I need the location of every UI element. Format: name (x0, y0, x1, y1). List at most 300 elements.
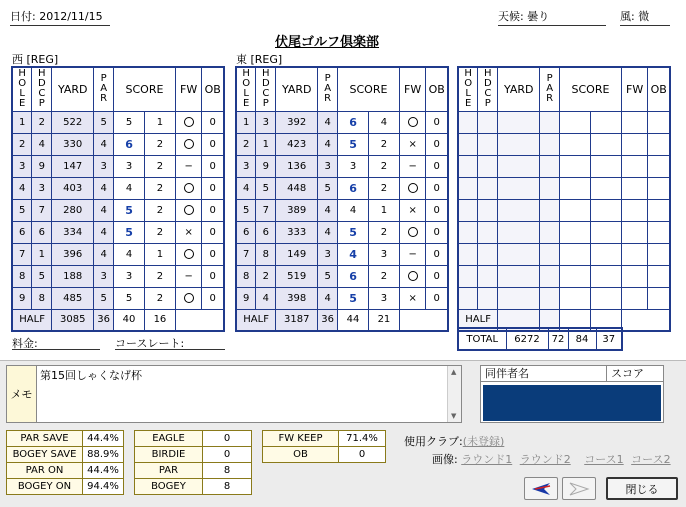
hole-ob[interactable]: 0 (426, 265, 448, 287)
hole-number: 7 (236, 243, 256, 265)
fee-label: 料金: (12, 337, 38, 350)
yard-header: YARD (52, 67, 94, 111)
east-hole-row[interactable] (236, 155, 448, 177)
hole-hdcp: 4 (256, 287, 276, 309)
stat-row (263, 431, 386, 447)
hole-score[interactable]: 4 (114, 177, 145, 199)
hole-fw[interactable] (175, 155, 202, 177)
fairway-hit-icon (408, 271, 418, 281)
east-hole-row[interactable] (236, 199, 448, 221)
hole-hdcp: 3 (256, 111, 276, 133)
fairway-hit-icon (408, 117, 418, 127)
hole-ob[interactable]: 0 (426, 199, 448, 221)
stat-row (7, 463, 124, 479)
hole-number: 8 (236, 265, 256, 287)
scroll-down-icon[interactable]: ▼ (451, 412, 457, 420)
hole-number: 6 (236, 221, 256, 243)
hole-putts[interactable]: 2 (368, 177, 399, 199)
companion-name-header: 同伴者名 (481, 366, 607, 381)
hole-number: 7 (12, 243, 32, 265)
half-score: 44 (338, 309, 369, 331)
hole-hdcp: 1 (256, 133, 276, 155)
hole-par: 3 (318, 243, 338, 265)
hole-yard: 522 (52, 111, 94, 133)
stat-value: 0 (203, 447, 252, 463)
west-hole-row[interactable] (12, 155, 224, 177)
clubs-link[interactable]: (未登録) (462, 435, 505, 448)
hole-par: 4 (318, 287, 338, 309)
hole-number: 2 (236, 133, 256, 155)
fairway-na-icon: − (408, 248, 417, 260)
stat-label: BIRDIE (135, 447, 203, 463)
clubs-label: 使用クラブ: (404, 435, 463, 448)
hole-fw[interactable] (175, 287, 202, 309)
hole-fw[interactable] (399, 133, 426, 155)
hole-fw[interactable] (175, 111, 202, 133)
arrow-left-icon (530, 482, 552, 496)
hole-putts[interactable]: 2 (368, 133, 399, 155)
hole-score[interactable]: 5 (114, 199, 145, 221)
half-yard: 3187 (276, 309, 318, 331)
wind-field: 風: 微 (620, 10, 670, 26)
memo-scrollbar[interactable] (447, 366, 461, 422)
half-putts: 16 (144, 309, 175, 331)
hole-putts[interactable]: 2 (368, 221, 399, 243)
blank-hole-row[interactable] (458, 243, 670, 265)
hole-par: 4 (318, 111, 338, 133)
half-yard: 3085 (52, 309, 94, 331)
hole-number: 8 (12, 265, 32, 287)
fairway-hit-icon (184, 183, 194, 193)
course-rate-underline (115, 349, 225, 350)
hole-fw[interactable] (399, 155, 426, 177)
hole-fw[interactable] (399, 177, 426, 199)
west-hole-row[interactable] (12, 199, 224, 221)
hole-score[interactable]: 5 (338, 287, 369, 309)
stat-value: 44.4% (83, 431, 124, 447)
hole-score[interactable]: 5 (114, 287, 145, 309)
hole-putts[interactable]: 2 (144, 155, 175, 177)
hole-yard: 333 (276, 221, 318, 243)
prev-button[interactable] (524, 477, 558, 500)
hole-putts[interactable]: 1 (368, 199, 399, 221)
clubs-row (404, 433, 504, 449)
hole-score[interactable]: 5 (338, 133, 369, 155)
fee-underline (12, 349, 100, 350)
west-course-label: 西 [REG] (12, 53, 59, 66)
east-hole-row[interactable] (236, 287, 448, 309)
scroll-up-icon[interactable]: ▲ (451, 368, 457, 376)
hole-putts[interactable]: 2 (144, 199, 175, 221)
hole-putts[interactable]: 2 (144, 221, 175, 243)
memo-label: メモ (7, 366, 37, 422)
hole-score[interactable]: 3 (114, 265, 145, 287)
hole-yard: 398 (276, 287, 318, 309)
total-putts: 37 (596, 328, 622, 350)
hole-yard: 396 (52, 243, 94, 265)
stat-row (7, 447, 124, 463)
date-field: 日付: 2012/11/15 (10, 10, 110, 26)
half-par: 36 (318, 309, 338, 331)
stat-label: BOGEY SAVE (7, 447, 83, 463)
fw-header: FW (175, 67, 202, 111)
fairway-hit-icon (408, 183, 418, 193)
hole-ob[interactable]: 0 (202, 199, 224, 221)
west-hole-row[interactable] (12, 111, 224, 133)
west-hole-row[interactable] (12, 133, 224, 155)
hole-ob[interactable]: 0 (202, 177, 224, 199)
hole-putts[interactable]: 2 (144, 177, 175, 199)
stat-label: BOGEY ON (7, 479, 83, 495)
hole-ob[interactable]: 0 (426, 133, 448, 155)
fairway-na-icon: − (184, 270, 193, 282)
stat-label: OB (263, 447, 339, 463)
hole-yard: 334 (52, 221, 94, 243)
hole-score[interactable]: 6 (114, 133, 145, 155)
image-link-course2[interactable]: コース2 (631, 453, 671, 466)
hole-number: 9 (236, 287, 256, 309)
hole-ob[interactable]: 0 (426, 155, 448, 177)
hole-score[interactable]: 3 (338, 155, 369, 177)
hdcp-header: HDCP (256, 67, 276, 111)
hole-score[interactable]: 5 (114, 111, 145, 133)
hole-par: 4 (94, 133, 114, 155)
hole-putts[interactable]: 2 (368, 265, 399, 287)
hole-par: 5 (94, 111, 114, 133)
fairway-miss-icon: × (184, 226, 193, 238)
hole-score[interactable]: 6 (338, 177, 369, 199)
hole-par: 3 (94, 265, 114, 287)
hole-ob[interactable]: 0 (202, 111, 224, 133)
stat-row (135, 447, 252, 463)
hole-putts[interactable]: 2 (144, 133, 175, 155)
fairway-miss-icon: × (408, 138, 417, 150)
hole-yard: 392 (276, 111, 318, 133)
hole-number: 1 (236, 111, 256, 133)
stat-value: 8 (203, 479, 252, 495)
total-par: 72 (548, 328, 568, 350)
hole-hdcp: 6 (32, 221, 52, 243)
hole-hdcp: 9 (256, 155, 276, 177)
fw-header: FW (399, 67, 426, 111)
half-score: 40 (114, 309, 145, 331)
stat-row (135, 431, 252, 447)
hole-par: 4 (94, 221, 114, 243)
stat-value: 0 (339, 447, 386, 463)
hole-yard: 330 (52, 133, 94, 155)
par-header: PAR (540, 67, 560, 111)
stat-row (7, 479, 124, 495)
blank-hole-row[interactable] (458, 199, 670, 221)
fairway-hit-icon (184, 249, 194, 259)
ob-header: OB (648, 67, 670, 111)
hole-fw[interactable] (399, 221, 426, 243)
fairway-hit-icon (184, 293, 194, 303)
hole-fw[interactable] (175, 221, 202, 243)
stat-value: 71.4% (339, 431, 386, 447)
hole-score[interactable]: 4 (338, 243, 369, 265)
hole-hdcp: 7 (256, 199, 276, 221)
hole-hdcp: 9 (32, 155, 52, 177)
fairway-hit-icon (184, 205, 194, 215)
total-yard: 6272 (506, 328, 548, 350)
hole-score[interactable]: 4 (114, 243, 145, 265)
hole-putts[interactable]: 1 (144, 111, 175, 133)
hole-putts[interactable]: 2 (144, 265, 175, 287)
hole-fw[interactable] (175, 133, 202, 155)
west-hole-row[interactable] (12, 287, 224, 309)
hole-par: 5 (318, 177, 338, 199)
hole-ob[interactable]: 0 (202, 133, 224, 155)
hole-score[interactable]: 6 (338, 265, 369, 287)
yard-header: YARD (498, 67, 540, 111)
hole-number: 6 (12, 221, 32, 243)
companions-header (481, 366, 663, 382)
stat-label: BOGEY (135, 479, 203, 495)
east-hole-row[interactable] (236, 243, 448, 265)
blank-hole-row[interactable] (458, 177, 670, 199)
third-scorecard (457, 66, 671, 332)
hole-hdcp: 5 (32, 265, 52, 287)
hole-ob[interactable]: 0 (426, 111, 448, 133)
next-button[interactable] (562, 477, 596, 500)
image-link-course1[interactable]: コース1 (584, 453, 624, 466)
hole-yard: 188 (52, 265, 94, 287)
half-label: HALF (12, 309, 52, 331)
hole-par: 4 (318, 133, 338, 155)
fairway-na-icon: − (408, 160, 417, 172)
hole-par: 4 (94, 199, 114, 221)
hole-score[interactable]: 3 (114, 155, 145, 177)
hole-fw[interactable] (175, 243, 202, 265)
hole-yard: 389 (276, 199, 318, 221)
total-score: 84 (568, 328, 596, 350)
blank-hole-row[interactable] (458, 133, 670, 155)
stat-value: 8 (203, 463, 252, 479)
west-hole-row[interactable] (12, 221, 224, 243)
total-row (457, 327, 623, 351)
hole-number: 5 (236, 199, 256, 221)
hole-yard: 423 (276, 133, 318, 155)
stat-label: PAR SAVE (7, 431, 83, 447)
half-par: 36 (94, 309, 114, 331)
hole-hdcp: 8 (256, 243, 276, 265)
west-half-row (12, 309, 224, 331)
hole-number: 5 (12, 199, 32, 221)
blank-hole-row[interactable] (458, 221, 670, 243)
east-hole-row[interactable] (236, 265, 448, 287)
hole-fw[interactable] (399, 287, 426, 309)
images-row (432, 451, 671, 467)
hole-score[interactable]: 6 (338, 111, 369, 133)
east-hole-row[interactable] (236, 111, 448, 133)
stat-row (135, 479, 252, 495)
hole-header: HOLE (236, 67, 256, 111)
score-header: SCORE (560, 67, 622, 111)
hole-par: 3 (318, 155, 338, 177)
ob-header: OB (426, 67, 448, 111)
fairway-hit-icon (408, 227, 418, 237)
fairway-hit-icon (184, 139, 194, 149)
east-scorecard (235, 66, 449, 332)
hole-hdcp: 7 (32, 199, 52, 221)
blank-hole-row[interactable] (458, 265, 670, 287)
hole-ob[interactable]: 0 (202, 287, 224, 309)
companion-score-header: スコア (611, 367, 644, 380)
hole-score[interactable]: 5 (338, 221, 369, 243)
hdcp-header: HDCP (478, 67, 498, 111)
stat-label: EAGLE (135, 431, 203, 447)
hole-fw[interactable] (399, 111, 426, 133)
hole-number: 3 (236, 155, 256, 177)
hole-par: 3 (94, 155, 114, 177)
hole-fw[interactable] (399, 243, 426, 265)
image-link-round2[interactable]: ラウンド2 (519, 453, 571, 466)
east-half-row (236, 309, 448, 331)
east-course-label: 東 [REG] (236, 53, 283, 66)
stat-value: 44.4% (83, 463, 124, 479)
course-rate-label: コースレート: (115, 337, 185, 350)
hole-fw[interactable] (175, 199, 202, 221)
images-label: 画像: (432, 453, 458, 466)
hole-putts[interactable]: 2 (144, 287, 175, 309)
hole-hdcp: 8 (32, 287, 52, 309)
par-header: PAR (318, 67, 338, 111)
blank-hole-row[interactable] (458, 287, 670, 309)
hole-hdcp: 2 (256, 265, 276, 287)
hole-number: 1 (12, 111, 32, 133)
stat-label: FW KEEP (263, 431, 339, 447)
hole-par: 4 (318, 221, 338, 243)
hdcp-header: HDCP (32, 67, 52, 111)
close-button[interactable]: 閉じる (606, 477, 678, 500)
hole-ob[interactable]: 0 (426, 221, 448, 243)
fw-header: FW (621, 67, 648, 111)
stat-label: PAR ON (7, 463, 83, 479)
yard-header: YARD (276, 67, 318, 111)
hole-yard: 519 (276, 265, 318, 287)
hole-hdcp: 6 (256, 221, 276, 243)
west-hole-row[interactable] (12, 177, 224, 199)
half-label: HALF (458, 309, 498, 331)
stat-value: 0 (203, 431, 252, 447)
memo-box[interactable] (6, 365, 462, 423)
score-header: SCORE (114, 67, 176, 111)
hole-fw[interactable] (399, 199, 426, 221)
arrow-right-icon (568, 482, 590, 496)
half-putts: 21 (368, 309, 399, 331)
fairway-stats-table (262, 430, 386, 463)
hole-number: 4 (236, 177, 256, 199)
hole-header: HOLE (12, 67, 32, 111)
ob-header: OB (202, 67, 224, 111)
west-hole-row[interactable] (12, 265, 224, 287)
hole-putts[interactable]: 2 (368, 155, 399, 177)
east-hole-row[interactable] (236, 177, 448, 199)
half-label: HALF (236, 309, 276, 331)
weather-field: 天候: 曇り (498, 10, 606, 26)
hole-yard: 448 (276, 177, 318, 199)
west-scorecard (11, 66, 225, 332)
hole-par: 5 (318, 265, 338, 287)
hole-ob[interactable]: 0 (202, 265, 224, 287)
hole-ob[interactable]: 0 (202, 221, 224, 243)
blank-hole-row[interactable] (458, 111, 670, 133)
hole-fw[interactable] (175, 177, 202, 199)
hole-number: 2 (12, 133, 32, 155)
memo-text: 第15回しゃくなげ杯 (40, 369, 142, 382)
total-label: TOTAL (458, 328, 506, 350)
save-stats-table (6, 430, 124, 495)
course-title: 伏尾ゴルフ倶楽部 (275, 35, 380, 50)
hole-hdcp: 4 (32, 133, 52, 155)
hole-ob[interactable]: 0 (426, 177, 448, 199)
hole-number: 3 (12, 155, 32, 177)
score-header: SCORE (338, 67, 400, 111)
stat-row (7, 431, 124, 447)
hole-header: HOLE (458, 67, 478, 111)
hole-ob[interactable]: 0 (426, 287, 448, 309)
hole-yard: 147 (52, 155, 94, 177)
hole-hdcp: 2 (32, 111, 52, 133)
companions-list[interactable] (480, 365, 664, 423)
hole-number: 9 (12, 287, 32, 309)
hole-ob[interactable]: 0 (426, 243, 448, 265)
stat-value: 88.9% (83, 447, 124, 463)
hole-hdcp: 5 (256, 177, 276, 199)
companions-selection[interactable] (483, 385, 661, 421)
hole-par: 5 (94, 287, 114, 309)
stat-row (263, 447, 386, 463)
stat-value: 94.4% (83, 479, 124, 495)
hole-number: 4 (12, 177, 32, 199)
hole-par: 4 (94, 177, 114, 199)
hole-yard: 149 (276, 243, 318, 265)
hole-hdcp: 1 (32, 243, 52, 265)
hole-putts[interactable]: 4 (368, 111, 399, 133)
hole-score[interactable]: 4 (338, 199, 369, 221)
fairway-miss-icon: × (408, 292, 417, 304)
par-header: PAR (94, 67, 114, 111)
stat-row (135, 463, 252, 479)
hole-fw[interactable] (399, 265, 426, 287)
hole-par: 4 (94, 243, 114, 265)
hole-putts[interactable]: 3 (368, 243, 399, 265)
west-hole-row[interactable] (12, 243, 224, 265)
hole-par: 4 (318, 199, 338, 221)
hole-putts[interactable]: 3 (368, 287, 399, 309)
stat-label: PAR (135, 463, 203, 479)
hole-putts[interactable]: 1 (144, 243, 175, 265)
blank-hole-row[interactable] (458, 155, 670, 177)
hole-ob[interactable]: 0 (202, 155, 224, 177)
fairway-hit-icon (184, 117, 194, 127)
east-hole-row[interactable] (236, 221, 448, 243)
hole-yard: 403 (52, 177, 94, 199)
fairway-miss-icon: × (408, 204, 417, 216)
score-type-stats-table (134, 430, 252, 495)
hole-yard: 485 (52, 287, 94, 309)
image-link-round1[interactable]: ラウンド1 (461, 453, 513, 466)
hole-yard: 280 (52, 199, 94, 221)
east-hole-row[interactable] (236, 133, 448, 155)
hole-hdcp: 3 (32, 177, 52, 199)
hole-yard: 136 (276, 155, 318, 177)
hole-score[interactable]: 5 (114, 221, 145, 243)
fairway-na-icon: − (184, 160, 193, 172)
hole-fw[interactable] (175, 265, 202, 287)
hole-ob[interactable]: 0 (202, 243, 224, 265)
